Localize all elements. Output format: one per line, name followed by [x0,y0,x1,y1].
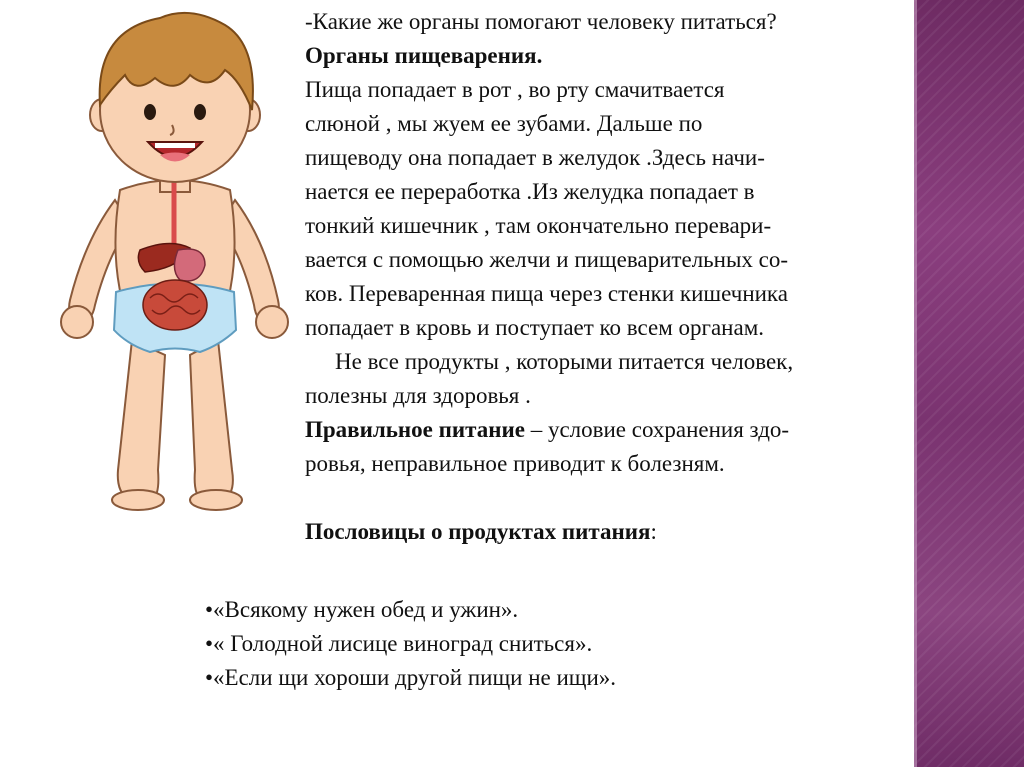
nutrition-definition: – условие сохранения здо- [524,417,790,442]
paragraph-line: пищеводу она попадает в желудок .Здесь начи- [305,145,765,170]
left-foot [112,490,164,510]
nutrition-line: ровья, неправильное приводит к болезням. [305,451,725,476]
paragraph-line: нается ее переработка .Из желудка попадает в [305,179,755,204]
intestines [143,280,207,330]
nutrition-term: Правильное питание [305,417,525,442]
left-hand [61,306,93,338]
band-edge [914,0,917,767]
stomach [174,249,205,281]
paragraph-line: тонкий кишечник , там окончательно перевари- [305,213,772,238]
proverbs-heading: Пословицы о продуктах питания: [305,519,657,544]
teeth [155,143,195,148]
right-leg [190,340,233,500]
intro-question: -Какие же органы помогают человеку питаться? [305,9,777,34]
proverbs-list [205,593,905,695]
spacer [305,481,905,515]
boy-illustration [40,0,310,520]
paragraph-line: Пища попадает в рот , во рту смачитвается [305,77,725,102]
right-eye [194,104,206,120]
band-texture [914,0,1024,767]
proverb-item: •«Всякому нужен обед и ужин». [205,597,519,622]
right-hand [256,306,288,338]
nutrition-line [305,413,905,447]
products-line: полезны для здоровья . [305,383,531,408]
right-foot [190,490,242,510]
left-leg [118,340,165,500]
proverb-item: •«Если щи хороши другой пищи не ищи». [205,665,617,690]
side-decoration-band [914,0,1024,767]
proverb-item: •« Голодной лисице виноград сниться». [205,631,593,656]
paragraph-line: ков. Переваренная пища через стенки кишечника [305,281,788,306]
left-eye [144,104,156,120]
section-heading: Органы пищеварения. [305,43,543,68]
paragraph-line: вается с помощью желчи и пищеварительных со- [305,247,789,272]
paragraph-line: слюной , мы жуем ее зубами. Дальше по [305,111,703,136]
products-line: Не все продукты , которыми питается человек, [335,349,794,374]
paragraph-line: попадает в кровь и поступает ко всем органам. [305,315,765,340]
main-text [305,5,905,549]
